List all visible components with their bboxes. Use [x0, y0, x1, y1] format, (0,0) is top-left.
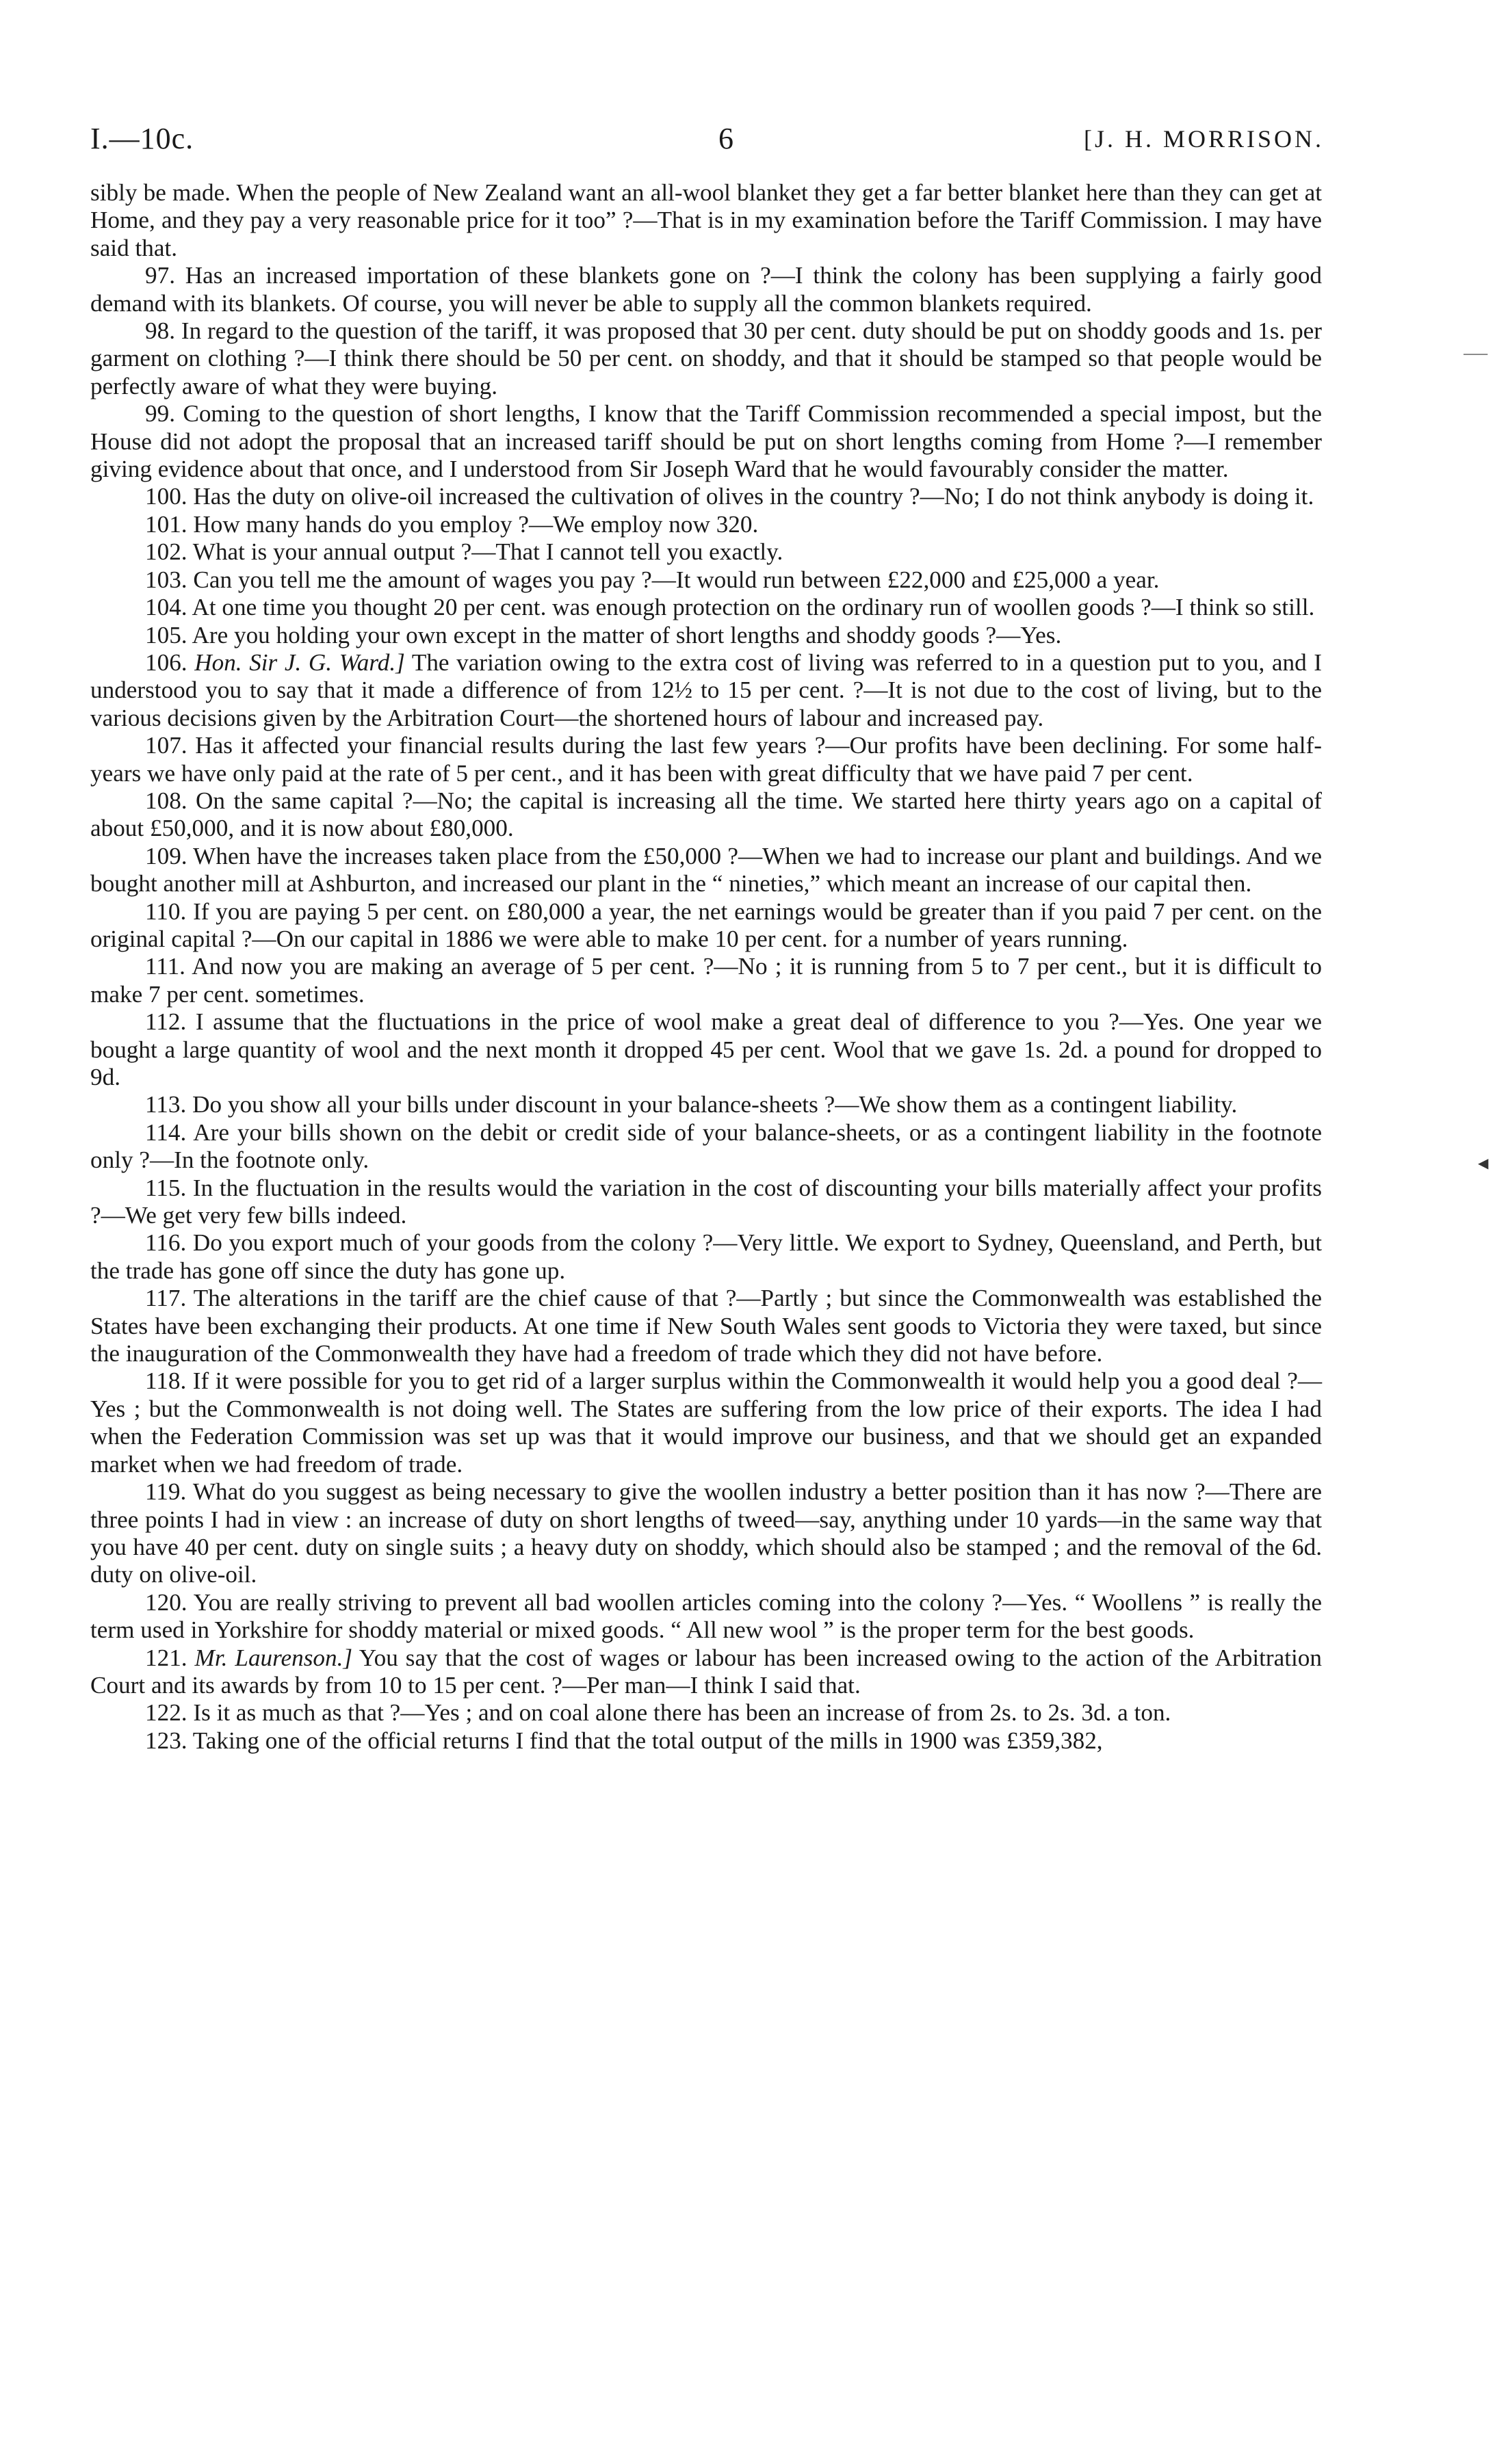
paragraph-text: You say that the cost of wages or labour has been increased owing to the action of the Arbitration Court and its awards by from 10 to 15 per cent. ?—Per man—I think I said that.: [90, 1644, 1322, 1699]
question-number: 112.: [145, 1008, 187, 1036]
paragraph-text: The variation owing to the extra cost of living was referred to in a question put to you, and I understood you to say that it made a difference of from 12½ to 15 per cent. ?—It is not due to the cost of living, but to the various decisions given by the Arbitration Court—the shortened hours of labour and increased pay.: [90, 648, 1322, 731]
paragraph-text: And now you are making an average of 5 per cent. ?—No ; it is running from 5 to 7 per cent., but it is difficult to make 7 per cent. sometimes.: [90, 953, 1322, 1008]
paragraph-text: sibly be made. When the people of New Zealand want an all-wool blanket they get a far better blanket here than they can get at Home, and they pay a very reasonable price for it too” ?—That is in my examination before the Tariff Commission. I may have said that.: [90, 179, 1322, 261]
question-paragraph: [90, 843, 1322, 898]
question-paragraph: [90, 1008, 1322, 1091]
paragraph-text: At one time you thought 20 per cent. was enough protection on the ordinary run of woollen goods ?—I think so still.: [192, 594, 1315, 621]
paragraph-text: What do you suggest as being necessary to give the woollen industry a better position than it has now ?—There are three points I had in view : an increase of duty on short lengths of tweed—say, anything under 10 yards—in the same way that you have 40 per cent. duty on single suits ; a heavy duty on shoddy, which should also be stamped ; and the removal of the 6d. duty on olive-oil.: [90, 1478, 1322, 1588]
paragraph-text: If you are paying 5 per cent. on £80,000 a year, the net earnings would be greater than if you paid 7 per cent. on the original capital ?—On our capital in 1886 we were able to make 10 per cent. for a number of years running.: [90, 897, 1322, 952]
question-number: 104.: [145, 594, 187, 621]
question-number: 123.: [145, 1727, 187, 1754]
question-paragraph: [90, 1478, 1322, 1589]
paragraph-text: How many hands do you employ ?—We employ now 320.: [193, 510, 759, 538]
question-paragraph: [90, 1091, 1322, 1118]
question-number: 103.: [145, 566, 187, 593]
question-number: 116.: [145, 1229, 187, 1257]
question-number: 121.: [145, 1644, 187, 1671]
paragraph-text: If it were possible for you to get rid of a larger surplus within the Commonwealth it would help you a good deal ?—Yes ; but the Commonwealth is not doing well. The States are suffering from the low price of their exports. The idea I had when the Federation Commission was set up was that it would improve our business, and that we should get an expanded market when we had freedom of trade.: [90, 1367, 1323, 1478]
question-paragraph: [90, 732, 1322, 787]
question-number: 102.: [145, 538, 187, 566]
question-number: 98.: [145, 317, 175, 345]
page-number: 6: [718, 122, 733, 155]
question-paragraph: [90, 1727, 1322, 1755]
paragraph-text: The alterations in the tariff are the chief cause of that ?—Partly ; but since the Commonwealth was established the States have been exchanging their products. At one time if New South Wales sent goods to Victoria they were taxed, but since the inauguration of the Commonwealth they have had a freedom of trade which they did not have before.: [90, 1285, 1322, 1367]
paragraph-text: When have the increases taken place from the £50,000 ?—When we had to increase our plant and buildings. And we bought another mill at Ashburton, and increased our plant in the “ nineties,” which meant an increase of our capital then.: [90, 842, 1322, 897]
question-number: 105.: [145, 621, 187, 648]
question-paragraph: [90, 1589, 1322, 1644]
paragraph-text: Are you holding your own except in the matter of short lengths and shoddy goods ?—Yes.: [192, 621, 1062, 648]
question-number: 110.: [145, 897, 187, 925]
paragraph-text: Are your bills shown on the debit or credit side of your balance-sheets, or as a contingent liability in the footnote only ?—In the footnote only.: [90, 1118, 1323, 1174]
paragraph-text: I assume that the fluctuations in the price of wool make a great deal of difference to you ?—Yes. One year we bought a large quantity of wool and the next month it dropped 45 per cent. Wool that we gave 1s. 2d. a pound for dropped to 9d.: [90, 1008, 1322, 1090]
paragraph-text: Can you tell me the amount of wages you pay ?—It would run between £22,000 and £25,000 a year.: [193, 566, 1160, 593]
question-paragraph: [90, 898, 1322, 954]
question-paragraph: [90, 566, 1322, 594]
paragraph-text: Do you export much of your goods from the colony ?—Very little. We export to Sydney, Queensland, and Perth, but the trade has gone off since the duty has gone up.: [90, 1229, 1323, 1284]
question-number: 114.: [145, 1118, 187, 1146]
paragraph-text: You are really striving to prevent all bad woollen articles coming into the colony ?—Yes. “ Woollens ” is really the term used in Yorkshire for shoddy material or mixed goods. “ All new wool ” is the proper term for the best goods.: [90, 1588, 1322, 1644]
question-number: 108.: [145, 787, 187, 814]
question-number: 109.: [145, 842, 187, 869]
question-number: 119.: [145, 1478, 187, 1506]
paragraph-text: Has it affected your financial results during the last few years ?—Our profits have been declining. For some half-years we have only paid at the rate of 5 per cent., and it has been with great difficulty that we have paid 7 per cent.: [90, 732, 1323, 787]
question-number: 117.: [145, 1285, 187, 1312]
header-reference: I.—10c.: [90, 122, 194, 155]
question-paragraph: [90, 953, 1322, 1008]
question-paragraph: [90, 1285, 1322, 1367]
question-number: 113.: [145, 1091, 187, 1118]
question-number: 100.: [145, 483, 187, 510]
paragraph-text: Coming to the question of short lengths, I know that the Tariff Commission recommended a special impost, but the House did not adopt the proposal that an increased tariff should be put on short lengths coming from Home ?—I remember giving evidence about that once, and I understood from Sir Joseph Ward that he would favourably consider the matter.: [90, 400, 1322, 483]
question-paragraph: [90, 1367, 1322, 1478]
question-paragraph: [90, 594, 1322, 621]
question-paragraph: [90, 787, 1322, 843]
paragraph-text: On the same capital ?—No; the capital is increasing all the time. We started here thirty years ago on a capital of about £50,000, and it is now about £80,000.: [90, 787, 1322, 842]
paragraph-text: In regard to the question of the tariff, it was proposed that 30 per cent. duty should be put on shoddy goods and 1s. per garment on clothing ?—I think there should be 50 per cent. on shoddy, and that it should be stamped so that people would be perfectly aware of what they were buying.: [90, 317, 1322, 399]
question-number: 97.: [145, 262, 175, 289]
question-number: 120.: [145, 1588, 187, 1616]
paragraph-text: What is your annual output ?—That I cannot tell you exactly.: [192, 538, 783, 566]
question-number: 118.: [145, 1367, 187, 1395]
question-paragraph: [90, 262, 1322, 317]
question-paragraph: [90, 1229, 1322, 1285]
question-number: 111.: [145, 953, 185, 980]
question-number: 107.: [145, 732, 187, 759]
question-paragraph: [90, 1175, 1322, 1230]
question-paragraph: [90, 1119, 1322, 1175]
question-number: 101.: [145, 510, 187, 538]
question-paragraph: [90, 483, 1322, 510]
paragraph-text: Taking one of the official returns I find that the total output of the mills in 1900 was £359,382,: [192, 1727, 1103, 1754]
continued-paragraph: [90, 179, 1322, 262]
question-number: 115.: [145, 1174, 187, 1201]
question-number: 106.: [145, 648, 187, 676]
paragraph-text: Has an increased importation of these blankets gone on ?—I think the colony has been supplying a fairly good demand with its blankets. Of course, you will never be able to supply all the common blankets required.: [90, 262, 1323, 317]
question-number: 122.: [145, 1699, 187, 1727]
question-number: 99.: [145, 400, 175, 428]
paragraph-text: In the fluctuation in the results would the variation in the cost of discounting your bills materially affect your profits ?—We get very few bills indeed.: [90, 1174, 1323, 1229]
question-paragraph: [90, 649, 1322, 732]
question-paragraph: [90, 622, 1322, 649]
question-paragraph: [90, 511, 1322, 538]
speaker-name: Mr. Laurenson.]: [194, 1644, 353, 1671]
evidence-body: [90, 179, 1322, 1755]
question-paragraph: [90, 1699, 1322, 1727]
question-paragraph: [90, 1644, 1322, 1700]
paragraph-text: Is it as much as that ?—Yes ; and on coal alone there has been an increase of from 2s. to 2s. 3d. a ton.: [193, 1699, 1171, 1727]
paragraph-text: Do you show all your bills under discount in your balance-sheets ?—We show them as a contingent liability.: [192, 1091, 1238, 1118]
question-paragraph: [90, 538, 1322, 566]
speaker-name: Hon. Sir J. G. Ward.]: [194, 648, 405, 676]
margin-arrow-icon: ◀: [1478, 1155, 1489, 1171]
header-witness-name: [J. H. MORRISON.: [1083, 125, 1324, 153]
margin-mark-icon: ⸺: [1463, 345, 1489, 363]
question-paragraph: [90, 400, 1322, 483]
paragraph-text: Has the duty on olive-oil increased the cultivation of olives in the country ?—No; I do not think anybody is doing it.: [193, 483, 1314, 510]
question-paragraph: [90, 317, 1322, 400]
